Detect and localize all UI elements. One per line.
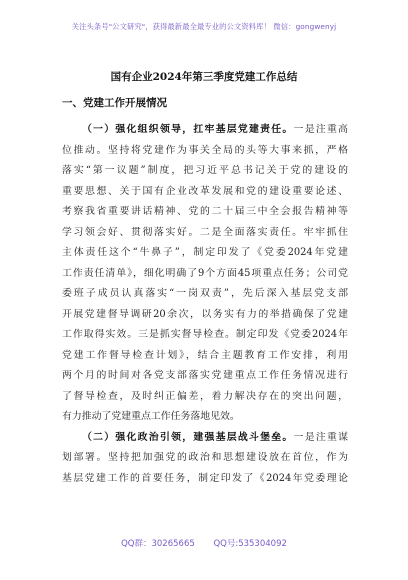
paragraph-line: 党建工作督导检查计划》，结合主题教育工作安排，利用 (62, 349, 348, 361)
paragraph-text: 一是注重高 (293, 124, 348, 135)
paragraph-line: 位推动。坚持将党建作为事关全局的头等大事来抓，严格 (62, 144, 348, 156)
paragraph-line: 落实“第一议题”制度，把习近平总书记关于党的建设的 (62, 165, 348, 176)
paragraph-line: 工作责任清单》，细化明确了9个方面45项重点任务；公司党 (62, 267, 348, 279)
paragraph-line: 两个月的时间对各党支部落实党建重点工作任务情况进行 (62, 370, 348, 381)
paragraph-line: 基层党建工作的首要任务，制定印发了《2024年党委理论 (62, 472, 348, 484)
paragraph-line: 重要思想、关于国有企业改革发展和党的建设重要论述、 (62, 185, 348, 197)
paragraph-line: 有力推动了党建重点工作任务落地见效。 (62, 411, 240, 422)
section-heading: 一、党建工作开展情况 (62, 97, 167, 109)
paragraph-line: 主体责任这个“牛鼻子”，制定印发了《党委2024年党建 (62, 247, 348, 258)
paragraph-line: 工作取得实效。三是抓实督导检查。制定印发《党委2024年 (62, 329, 348, 340)
paragraph-line: 划部署。坚持把加强党的政治和思想建设放在首位，作为 (62, 452, 348, 463)
document-title: 国有企业2024年第三季度党建工作总结 (110, 71, 298, 83)
header-banner: 关注头条号"公文研究"，获得最新最全最专业的公文资料库！ 微信：gongwenyj (71, 22, 337, 31)
document-body (62, 120, 348, 489)
paragraph-line: 开展党建督导调研20余次，以务实有力的举措确保了党建 (62, 308, 348, 320)
paragraph-line (62, 428, 348, 449)
paragraph-line: 了督导检查，及时纠正偏差，着力解决存在的突出问题， (62, 390, 348, 402)
footer-qq-number: QQ号:535304092 (213, 539, 287, 549)
footer-qq-group: QQ群：30265665 (121, 539, 195, 549)
paragraph-heading: （一）强化组织领导，扛牢基层党建责任。 (82, 124, 294, 135)
paragraph-line: 考察我省重要讲话精神、党的二十届三中全会报告精神等 (62, 206, 348, 217)
paragraph-heading: （二）强化政治引领，建强基层战斗堡垒。 (82, 431, 294, 443)
paragraph-text: 一是注重谋 (293, 431, 348, 443)
paragraph-line: 委班子成员认真落实“一岗双责”，先后深入基层党支部 (62, 288, 348, 299)
footer-contact (0, 537, 408, 549)
paragraph-line (62, 120, 348, 141)
paragraph-line: 学习领会好、贯彻落实好。二是全面落实责任。牢牢抓住 (62, 226, 348, 238)
